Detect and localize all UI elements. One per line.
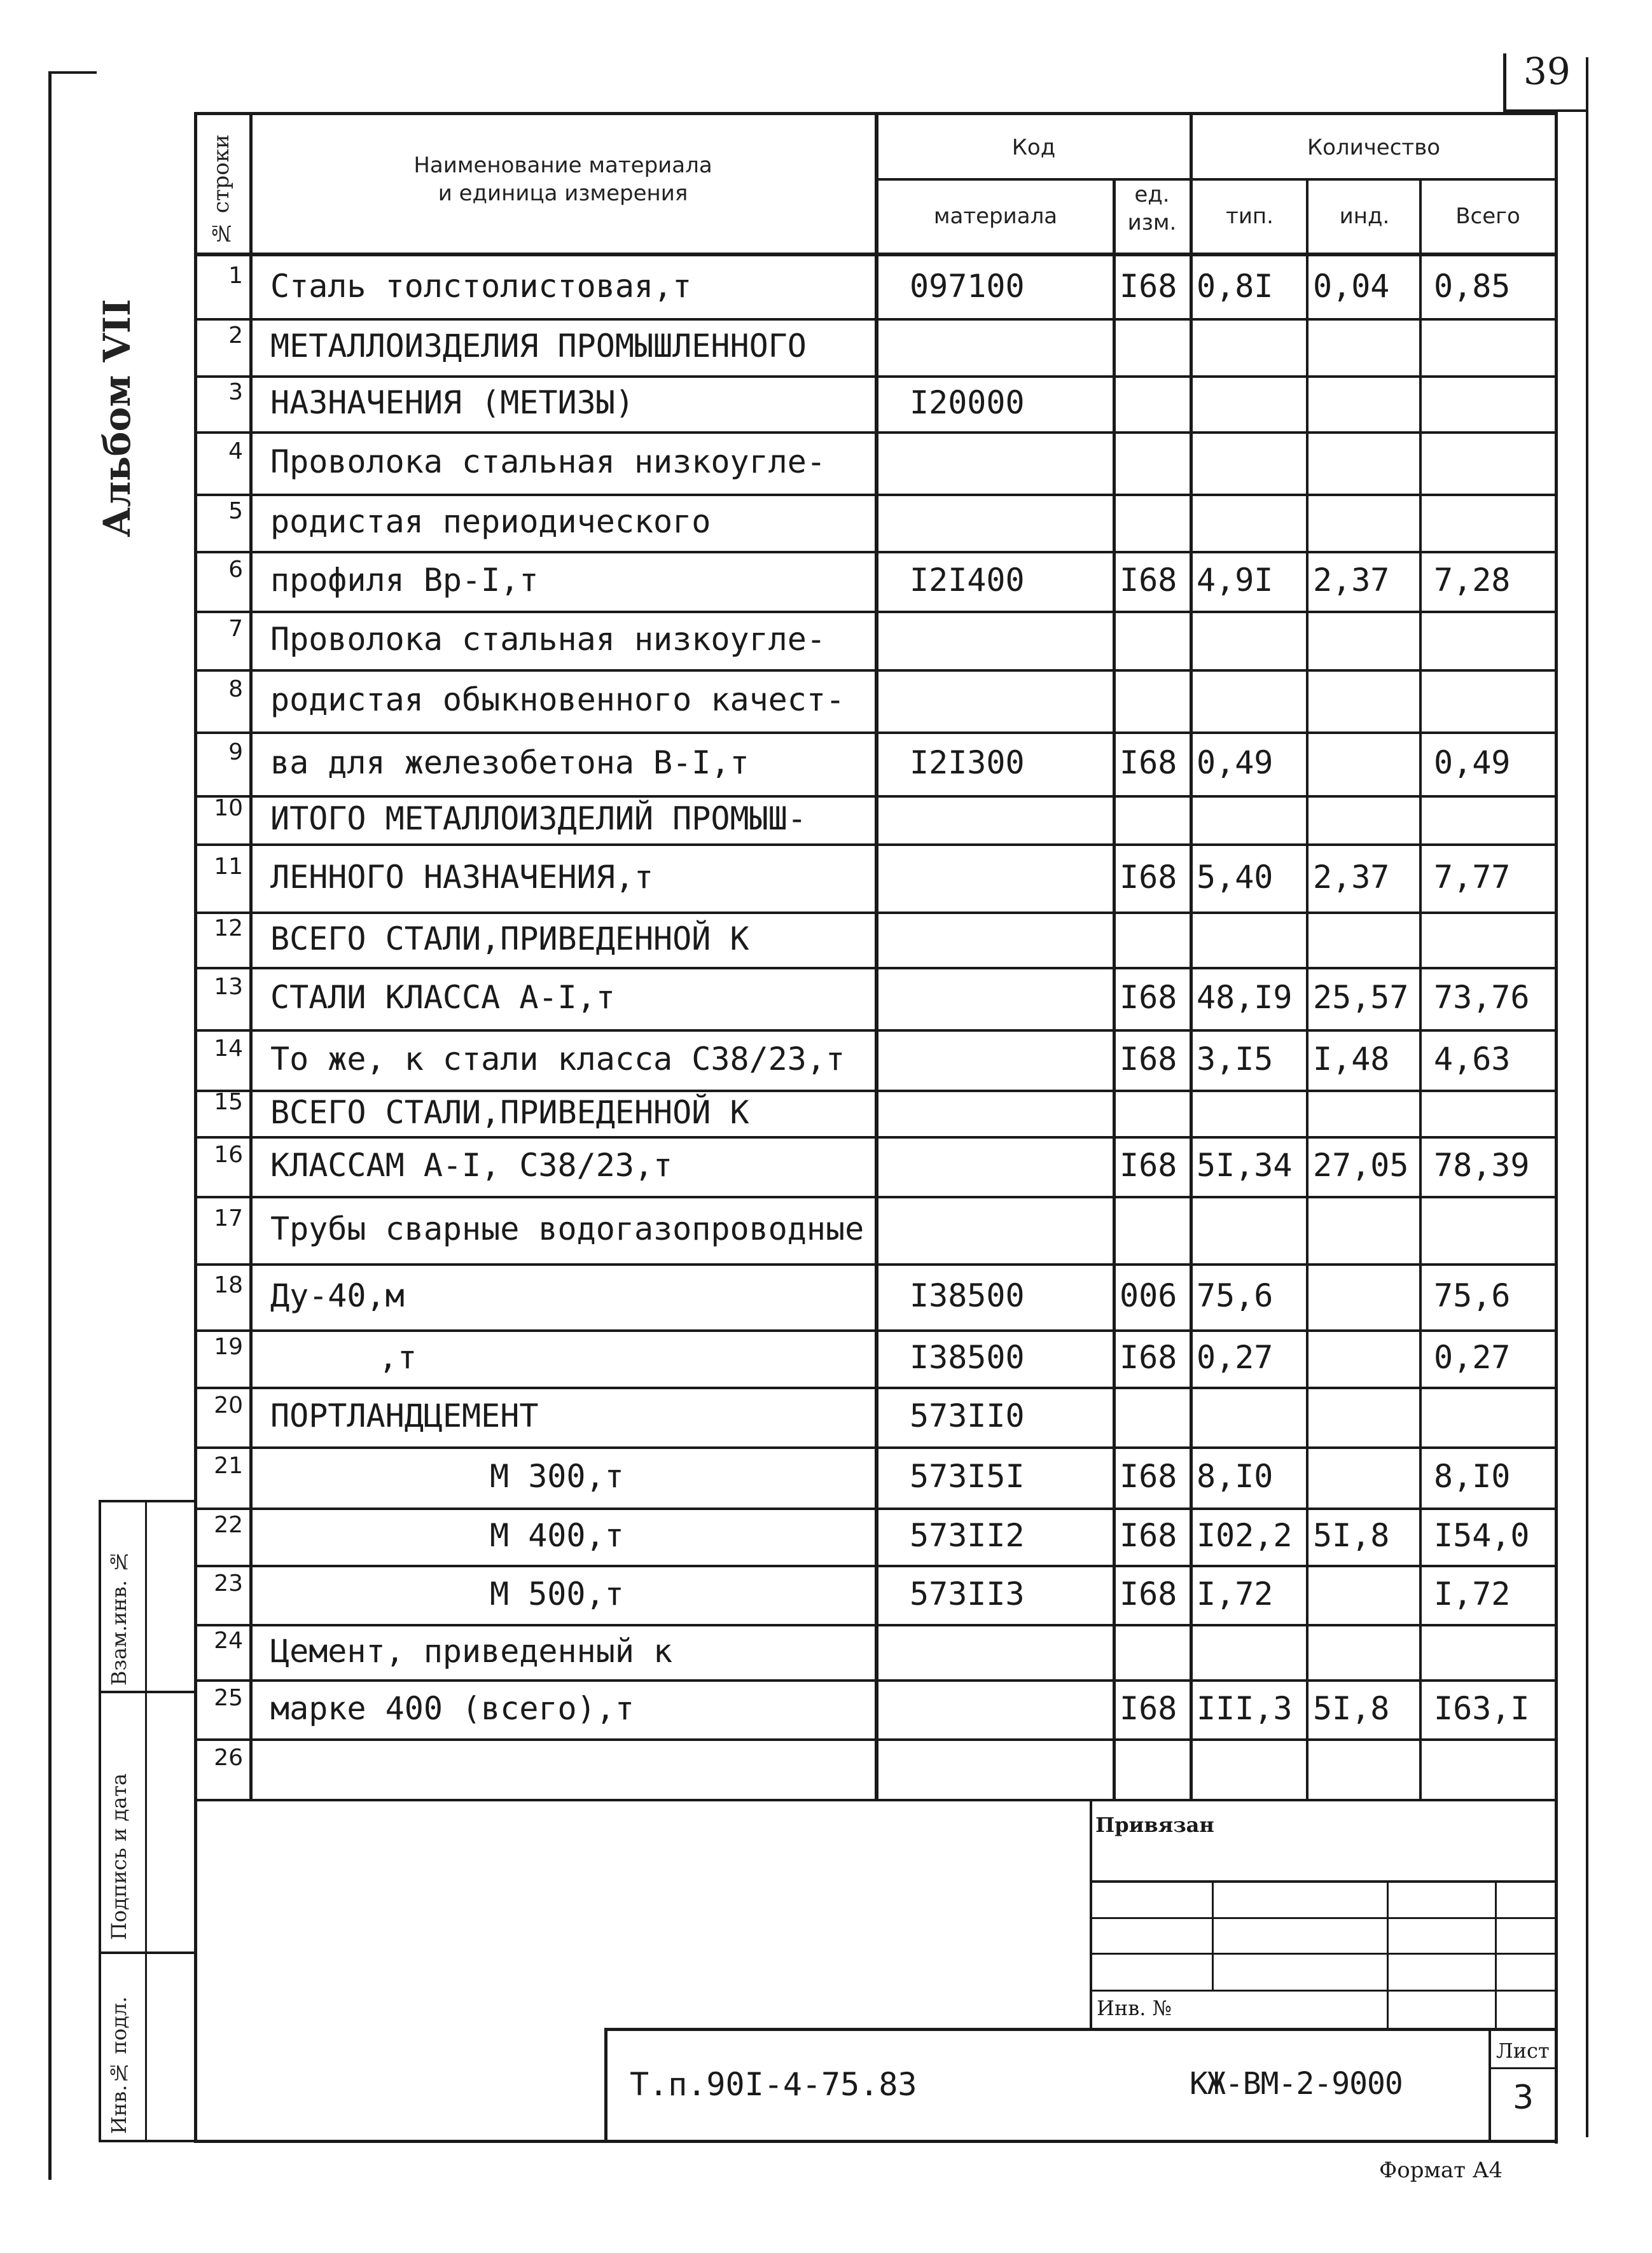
quantity-ind: 2,37 — [1313, 858, 1390, 896]
title-row-top — [604, 2028, 1557, 2031]
table-row — [197, 552, 1555, 612]
material-code: 573II0 — [910, 1397, 1025, 1434]
row-number: 4 — [228, 438, 243, 464]
table-bottom-border — [194, 2140, 1557, 2143]
row-number: 20 — [214, 1392, 243, 1418]
material-name: СТАЛИ КЛАССА А-I,т — [270, 979, 615, 1016]
quantity-ind: 5I,8 — [1313, 1517, 1390, 1554]
quantity-typ: 0,8I — [1197, 267, 1274, 305]
table-row — [197, 1088, 1555, 1137]
material-name: ИТОГО МЕТАЛЛОИЗДЕЛИЙ ПРОМЫШ- — [270, 800, 807, 837]
quantity-total: 75,6 — [1434, 1277, 1511, 1314]
stamp-col-line-1 — [1212, 1880, 1214, 1992]
quantity-total: I63,I — [1434, 1689, 1530, 1727]
quantity-typ: 5,40 — [1197, 858, 1274, 896]
table-row — [197, 1030, 1555, 1091]
quantity-typ: 48,I9 — [1197, 979, 1293, 1016]
quantity-total: 78,39 — [1434, 1147, 1530, 1184]
table-row — [197, 433, 1555, 495]
row-number: 11 — [214, 853, 243, 880]
side-strip-inner — [145, 1500, 147, 2142]
table-row — [197, 1265, 1555, 1331]
quantity-total: 0,27 — [1434, 1339, 1511, 1376]
table-row — [197, 1509, 1555, 1566]
page-number-bracket — [1503, 53, 1506, 112]
quantity-ind: 0,04 — [1313, 267, 1390, 305]
side-vzam-label: Взам.инв. № — [107, 1549, 131, 1686]
header-code: Код — [1011, 135, 1056, 160]
material-name: М 400,т — [490, 1517, 624, 1554]
row-number: 13 — [214, 974, 243, 1000]
sheet-number: 3 — [1513, 2079, 1534, 2117]
quantity-total: 8,I0 — [1434, 1458, 1511, 1495]
material-name: ,т — [378, 1339, 417, 1376]
quantity-ind: I,48 — [1313, 1040, 1390, 1078]
material-name: ВСЕГО СТАЛИ,ПРИВЕДЕННОЙ К — [270, 920, 749, 957]
row-number: 18 — [214, 1272, 243, 1298]
side-strip-div-2 — [99, 1951, 194, 1954]
row-number: 7 — [228, 616, 243, 642]
row-number: 6 — [228, 557, 243, 583]
stamp-row-line-3 — [1090, 1990, 1557, 1992]
sheet-label: Лист — [1496, 2039, 1550, 2063]
stamp-inv-no-label: Инв. № — [1097, 1996, 1172, 2020]
material-code: I2I400 — [910, 562, 1025, 599]
quantity-ind: 2,37 — [1313, 562, 1390, 599]
unit-code: I68 — [1120, 1339, 1177, 1376]
quantity-typ: 75,6 — [1197, 1277, 1274, 1314]
quantity-typ: I,72 — [1197, 1575, 1274, 1612]
unit-code: I68 — [1120, 1689, 1177, 1727]
unit-code: I68 — [1120, 267, 1177, 305]
side-strip-bottom — [99, 2140, 194, 2142]
left-margin-line — [48, 71, 52, 2180]
title-row-left — [604, 2028, 607, 2142]
material-name: Ду-40,м — [270, 1277, 405, 1314]
table-row — [197, 1566, 1555, 1625]
row-number: 25 — [214, 1684, 243, 1711]
quantity-total: 73,76 — [1434, 979, 1530, 1016]
unit-code: I68 — [1120, 1517, 1177, 1554]
table-row — [197, 1625, 1555, 1681]
quantity-total: I,72 — [1434, 1575, 1511, 1612]
table-row — [197, 1331, 1555, 1388]
row-number: 17 — [214, 1205, 243, 1231]
unit-code: I68 — [1120, 1147, 1177, 1184]
table-right-border — [1555, 112, 1558, 1803]
table-row — [197, 913, 1555, 968]
table-row — [197, 256, 1555, 319]
row-number: 8 — [228, 676, 243, 702]
material-name: ПОРТЛАНДЦЕМЕНТ — [270, 1397, 539, 1434]
sheet-box-left — [1489, 2028, 1491, 2142]
quantity-typ: I02,2 — [1197, 1517, 1293, 1554]
table-row — [197, 1388, 1555, 1448]
table-row — [197, 968, 1555, 1030]
side-strip-div-1 — [99, 1691, 194, 1693]
material-name: Цемент, приведенный к — [270, 1632, 673, 1670]
table-row — [197, 796, 1555, 845]
row-number: 14 — [214, 1035, 243, 1062]
row-number: 1 — [228, 262, 243, 289]
quantity-typ: 0,49 — [1197, 744, 1274, 781]
material-code: 573II2 — [910, 1517, 1025, 1554]
side-strip-left — [99, 1500, 101, 2142]
material-name: М 500,т — [490, 1575, 624, 1612]
unit-code: I68 — [1120, 979, 1177, 1016]
row-number: 9 — [228, 739, 243, 765]
stamp-privyazan-bottom — [1090, 1880, 1557, 1883]
table-row — [197, 495, 1555, 552]
unit-code: I68 — [1120, 1040, 1177, 1078]
header-code-unit: ед. изм. — [1127, 182, 1177, 236]
row-number: 22 — [214, 1512, 243, 1538]
header-q-total: Всего — [1455, 204, 1520, 229]
table-row — [197, 1197, 1555, 1265]
table-row — [197, 377, 1555, 433]
doc-code: КЖ-ВМ-2-9000 — [1190, 2066, 1403, 2102]
stamp-col-line-3 — [1495, 1880, 1497, 2028]
unit-code: 006 — [1120, 1277, 1177, 1314]
material-code: I20000 — [910, 384, 1025, 421]
header-row-no: № строки — [209, 134, 234, 246]
row-number: 12 — [214, 915, 243, 941]
quantity-ind: 25,57 — [1313, 979, 1409, 1016]
sheet-box-divider — [1489, 2067, 1557, 2069]
row-number: 5 — [228, 498, 243, 524]
unit-code: I68 — [1120, 858, 1177, 896]
material-code: 573II3 — [910, 1575, 1025, 1612]
material-name: Проволока стальная низкоугле- — [270, 443, 826, 480]
side-inv-podl-label: Инв.№ подл. — [107, 1996, 131, 2134]
format-label: Формат А4 — [1379, 2158, 1503, 2183]
row-number: 23 — [214, 1570, 243, 1597]
material-name: КЛАССАМ А-I, С38/23,т — [270, 1147, 673, 1184]
stamp-row-line-1 — [1090, 1917, 1557, 1919]
stamp-right — [1555, 1800, 1558, 2144]
row-number: 21 — [214, 1453, 243, 1479]
row-number: 10 — [214, 795, 243, 821]
quantity-total: 0,49 — [1434, 744, 1511, 781]
quantity-ind: 5I,8 — [1313, 1689, 1390, 1727]
row-number: 26 — [214, 1744, 243, 1771]
right-margin-line — [1586, 57, 1588, 2137]
unit-code: I68 — [1120, 1575, 1177, 1612]
stamp-box-left — [1090, 1800, 1092, 2029]
header-q-typ: тип. — [1226, 204, 1274, 229]
material-code: I38500 — [910, 1277, 1025, 1314]
quantity-total: 7,77 — [1434, 858, 1511, 896]
unit-code: I68 — [1120, 744, 1177, 781]
material-name: Сталь толстолистовая,т — [270, 267, 692, 305]
side-podpis-label: Подпись и дата — [107, 1773, 131, 1940]
table-row — [197, 1448, 1555, 1509]
row-number: 3 — [228, 379, 243, 405]
top-margin-tick — [48, 71, 97, 74]
material-name: профиля Вр-I,т — [270, 562, 539, 599]
header-code-material: материала — [933, 204, 1058, 229]
stamp-privyazan-label: Привязан — [1095, 1813, 1214, 1837]
quantity-total: 7,28 — [1434, 562, 1511, 599]
quantity-typ: III,3 — [1197, 1689, 1293, 1727]
unit-code: I68 — [1120, 562, 1177, 599]
table-row — [197, 670, 1555, 733]
table-row — [197, 845, 1555, 913]
material-name: родистая периодического — [270, 503, 711, 540]
unit-code: I68 — [1120, 1458, 1177, 1495]
material-name: ЛЕННОГО НАЗНАЧЕНИЯ,т — [270, 858, 654, 896]
quantity-typ: 3,I5 — [1197, 1040, 1274, 1078]
material-name: НАЗНАЧЕНИЯ (МЕТИЗЫ) — [270, 384, 634, 421]
stamp-row-line-2 — [1090, 1953, 1557, 1955]
table-row — [197, 1740, 1555, 1800]
quantity-total: 0,85 — [1434, 267, 1511, 305]
album-label: Альбом VII — [95, 299, 139, 537]
material-name: Трубы сварные водогазопроводные — [270, 1210, 864, 1247]
material-name: ва для железобетона В-I,т — [270, 744, 749, 781]
stamp-col-line-2 — [1387, 1880, 1389, 2028]
quantity-total: I54,0 — [1434, 1517, 1530, 1554]
quantity-typ: 0,27 — [1197, 1339, 1274, 1376]
row-number: 16 — [214, 1142, 243, 1168]
row-number: 2 — [228, 322, 243, 349]
header-quantity: Количество — [1307, 135, 1441, 160]
material-name: М 300,т — [490, 1458, 624, 1495]
header-q-ind: инд. — [1339, 204, 1390, 229]
header-sub-divider — [875, 178, 1557, 181]
material-name: родистая обыкновенного качест- — [270, 681, 845, 718]
material-name: МЕТАЛЛОИЗДЕЛИЯ ПРОМЫШЛЕННОГО — [270, 328, 807, 364]
table-row — [197, 319, 1555, 377]
quantity-typ: 8,I0 — [1197, 1458, 1274, 1495]
material-name: ВСЕГО СТАЛИ,ПРИВЕДЕННОЙ К — [270, 1093, 749, 1131]
page-number: 39 — [1524, 50, 1571, 93]
quantity-ind: 27,05 — [1313, 1147, 1409, 1184]
material-code: 097100 — [910, 267, 1025, 305]
doc-title: Т.п.90I-4-75.83 — [630, 2066, 917, 2103]
row-number: 19 — [214, 1334, 243, 1360]
material-code: 573I5I — [910, 1458, 1025, 1495]
table-row — [197, 1681, 1555, 1740]
row-number: 15 — [214, 1088, 243, 1115]
material-name: марке 400 (всего),т — [270, 1689, 634, 1727]
quantity-typ: 5I,34 — [1197, 1147, 1293, 1184]
table-row — [197, 1137, 1555, 1197]
quantity-total: 4,63 — [1434, 1040, 1511, 1078]
material-code: I2I300 — [910, 744, 1025, 781]
table-row — [197, 612, 1555, 670]
header-name: Наименование материала и единица измерения — [413, 153, 712, 207]
material-name: То же, к стали класса С38/23,т — [270, 1040, 845, 1078]
table-row — [197, 733, 1555, 796]
material-code: I38500 — [910, 1339, 1025, 1376]
row-number: 24 — [214, 1627, 243, 1654]
material-name: Проволока стальная низкоугле- — [270, 621, 826, 658]
quantity-typ: 4,9I — [1197, 562, 1274, 599]
